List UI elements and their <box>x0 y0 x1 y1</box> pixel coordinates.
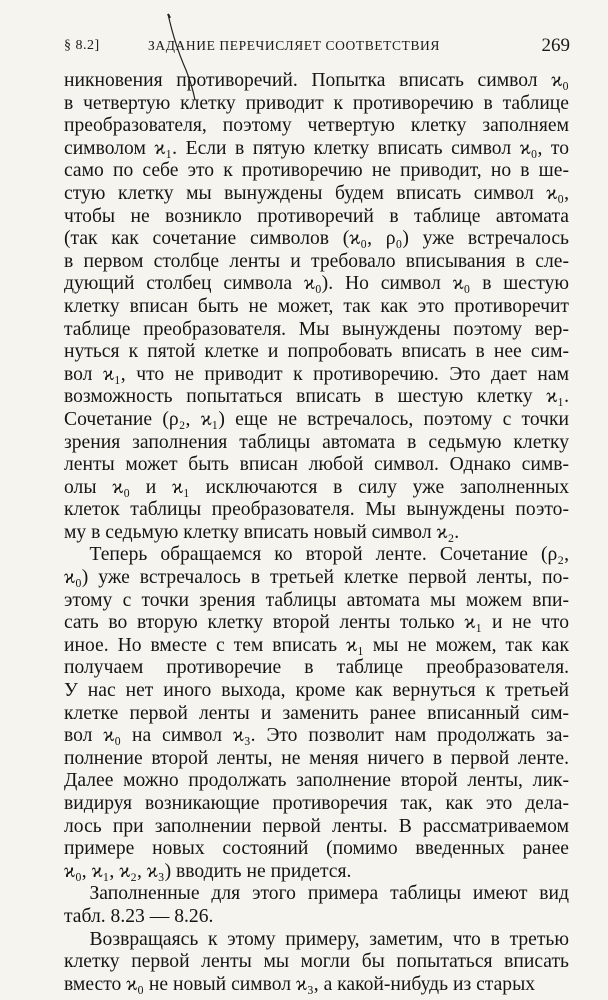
text-line: вол ϰ₁, что не приводит к противоречию. Это дает нам <box>64 363 569 385</box>
text-line: символом ϰ₁. Если в пятую клетку вписать символ ϰ₀, то <box>64 137 569 159</box>
text-line: клетку вписан быть не может, так как это противоречит <box>64 295 569 317</box>
text-line: клетке первой ленты и заменить ранее вписанный сим- <box>64 702 569 724</box>
text-line: (так как сочетание символов (ϰ₀, ρ₀) уже встречалось <box>64 228 569 250</box>
text-line: в четвертую клетку приводит к противоречию в таблице <box>64 92 569 114</box>
text-line: табл. 8.23 — 8.26. <box>64 905 214 927</box>
text-line: никновения противоречий. Попытка вписать символ ϰ₀ <box>64 70 569 91</box>
text-line: примере новых состояний (помимо введенных ранее <box>64 838 569 860</box>
text-line: преобразователя, поэтому четвертую клетку заполняем <box>64 115 569 137</box>
text-line: само по себе это к противоречию не приводит, но в ше- <box>64 160 569 182</box>
text-line: Сочетание (ρ₂, ϰ₁) еще не встречалось, поэтому с точки <box>64 408 569 430</box>
running-title: ЗАДАНИЕ ПЕРЕЧИСЛЯЕТ СООТВЕТСТВИЯ <box>148 38 441 53</box>
text-line: стую клетку мы вынуждены будем вписать символ ϰ₀, <box>64 182 569 204</box>
text-line: вол ϰ₀ на символ ϰ₃. Это позволит нам продолжать за- <box>64 725 569 747</box>
text-line: ϰ₀, ϰ₁, ϰ₂, ϰ₃) вводить не придется. <box>64 860 352 882</box>
text-line: нуться к пятой клетке и попробовать вписать в нее сим- <box>64 341 569 363</box>
text-line: клеток таблицы преобразователя. Мы вынуждены поэто- <box>64 499 569 521</box>
text-line: в первом столбце ленты и требовало вписывания в сле- <box>64 250 569 272</box>
text-line: дующий столбец символа ϰ₀). Но символ ϰ₀ в шестую <box>64 273 569 295</box>
text-line: чтобы не возникло противоречий в таблице автомата <box>64 205 569 227</box>
text-line: Заполненные для этого примера таблицы имеют вид <box>89 883 569 905</box>
text-line: видируя возникающие противоречия так, как это дела- <box>64 793 569 814</box>
text-line: сать во вторую клетку второй ленты только ϰ₁ и не что <box>64 612 569 634</box>
text-line: возможность попытаться вписать в шестую клетку ϰ₁. <box>64 386 569 408</box>
text-line: У нас нет иного выхода, кроме как вернуться к третьей <box>64 680 569 702</box>
section-reference: § 8.2] <box>64 38 100 53</box>
text-line: ϰ₀) уже встречалось в третьей клетке первой ленты, по- <box>64 567 569 589</box>
text-line: Далее можно продолжать заполнение второй ленты, лик- <box>64 770 569 792</box>
paragraph <box>64 883 569 928</box>
text-line: олы ϰ₀ и ϰ₁ исключаются в силу уже заполненных <box>64 476 569 498</box>
page-number: 269 <box>541 35 570 56</box>
text-line: этому с точки зрения таблицы автомата мы можем впи- <box>64 589 569 611</box>
paragraph <box>64 544 569 883</box>
paragraph <box>64 70 569 544</box>
text-line: иное. Но вместе с тем вписать ϰ₁ мы не можем, так как <box>64 634 569 656</box>
text-line: ленты может быть вписан любой символ. Однако симв- <box>64 454 569 476</box>
body-text <box>64 70 569 996</box>
paragraph <box>64 929 569 997</box>
text-line: вместо ϰ₀ не новый символ ϰ₃, а какой-нибудь из старых <box>64 973 536 995</box>
text-line: таблице преобразователя. Мы вынуждены поэтому вер- <box>64 318 569 340</box>
text-line: полнение второй ленты, не меняя ничего в первой ленте. <box>64 747 569 769</box>
text-line: му в седьмую клетку вписать новый символ ϰ₂. <box>64 521 460 543</box>
text-line: получаем противоречие в таблице преобразователя. <box>64 657 569 679</box>
text-line: клетку первой ленты мы могли бы попытаться вписать <box>64 951 569 973</box>
text-line: лось при заполнении первой ленты. В рассматриваемом <box>64 815 569 837</box>
text-line: Теперь обращаемся ко второй ленте. Сочетание (ρ₂, <box>89 544 569 566</box>
text-line: зрения заполнения таблицы автомата в седьмую клетку <box>64 431 569 453</box>
running-header <box>64 36 570 60</box>
text-line: Возвращаясь к этому примеру, заметим, что в третью <box>89 928 569 950</box>
